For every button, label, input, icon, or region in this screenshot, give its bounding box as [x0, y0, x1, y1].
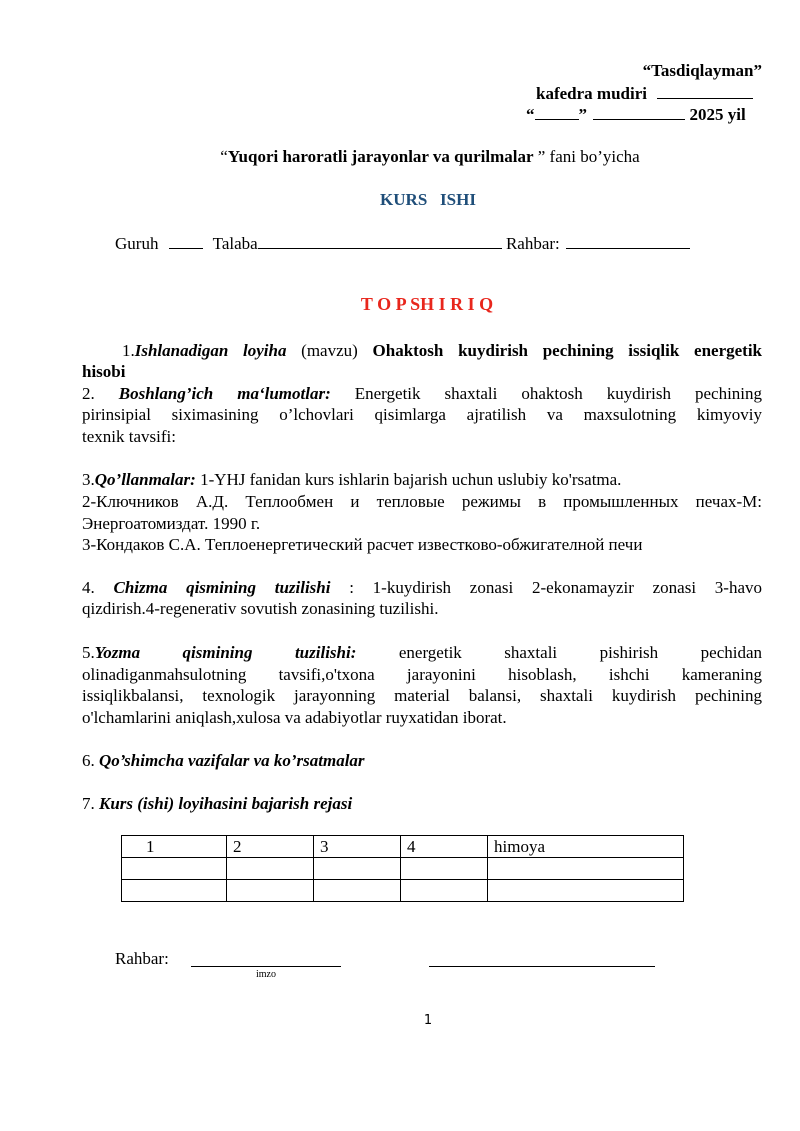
- item-4-text-1: : 1-kuydirish zonasi 2-ekonamayzir zonasi 3-havo: [330, 578, 763, 597]
- item-5-label: Yozma qismining tuzilishi:: [94, 643, 357, 662]
- item-4-number: 4.: [82, 578, 114, 597]
- plan-cell: [314, 880, 401, 902]
- plan-cell: [488, 880, 684, 902]
- plan-cell: [488, 858, 684, 880]
- plan-table: [121, 835, 684, 902]
- signature-line: [657, 84, 753, 99]
- item-7-label: Kurs (ishi) loyihasini bajarish rejasi: [99, 794, 353, 813]
- item-3-line-4: 3-Кондаков С.А. Теплоенергетический расчет известково-обжигателной печи: [82, 535, 643, 554]
- item-2-label: Boshlang’ich ma‘lumotlar:: [118, 384, 331, 403]
- page-number: 1: [423, 1013, 433, 1028]
- item-7-number: 7.: [82, 794, 99, 813]
- item-3-label: Qo’llanmalar:: [94, 470, 196, 489]
- item-4-line-2: qizdirish.4-regenerativ sovutish zonasining tuzilishi.: [82, 599, 439, 618]
- subject-name: Yuqori haroratli jarayonlar va qurilmalar: [227, 147, 534, 166]
- approval-date: [526, 104, 766, 125]
- item-4-line-1: [82, 577, 762, 598]
- approval-position: [536, 83, 762, 104]
- approval-position-text: kafedra mudiri: [536, 84, 647, 103]
- item-3-line-2: 2-Ключников А.Д. Теплообмен и тепловые режимы в промышленных печах-М:: [82, 492, 762, 511]
- item-2-line-3: texnik tavsifi:: [82, 427, 176, 446]
- date-close-quote: ”: [578, 105, 587, 124]
- item-2-text-1: Energetik shaxtali ohaktosh kuydirish pechining: [354, 384, 763, 403]
- plan-cell: [122, 880, 227, 902]
- signature-label: Rahbar:: [115, 949, 169, 968]
- subject-close: ” fani bo’yicha: [533, 147, 640, 166]
- item-5-line-1: [82, 642, 762, 663]
- student-label: Talaba: [212, 234, 258, 253]
- plan-header-cell: himoya: [488, 836, 684, 858]
- item-1-number: 1.: [122, 341, 135, 360]
- item-2-number: 2.: [82, 384, 119, 403]
- table-row: [122, 858, 684, 880]
- supervisor-label: Rahbar:: [505, 234, 560, 253]
- plan-cell: [122, 858, 227, 880]
- plan-cell: [227, 858, 314, 880]
- date-open-quote: “: [526, 105, 535, 124]
- item-3-line-1: [82, 469, 762, 490]
- approval-title: “Tasdiqlayman”: [642, 61, 762, 80]
- item-3-number: 3.: [82, 470, 95, 489]
- plan-header-cell: 2: [227, 836, 314, 858]
- item-1-line-2: hisobi: [82, 362, 126, 381]
- item-5-number: 5.: [82, 643, 95, 662]
- item-2-line-1: [82, 383, 762, 404]
- plan-header-cell: 4: [401, 836, 488, 858]
- item-3-line-3: Энергоатомиздат. 1990 г.: [82, 514, 261, 533]
- plan-cell: [401, 880, 488, 902]
- subject-open-quote: “: [220, 147, 228, 166]
- assignment-title: T O P SH I R I Q: [360, 294, 494, 314]
- year: 2025: [689, 105, 724, 124]
- item-1-paren: (mavzu): [286, 341, 373, 360]
- subject-line: [0, 146, 800, 167]
- group-label: Guruh: [115, 234, 159, 253]
- signature-line: [191, 966, 341, 967]
- item-5-line-3: issiqlikbalansi, texnologik jarayonning material balansi, shaxtali kuydirish pechining: [82, 686, 762, 705]
- plan-cell: [401, 858, 488, 880]
- item-6: [82, 750, 762, 771]
- student-info-row: [115, 233, 735, 254]
- item-4-label: Chizma qismining tuzilishi: [113, 578, 331, 597]
- group-line: [169, 234, 203, 249]
- supervisor-line: [566, 234, 690, 249]
- plan-header-cell: 3: [314, 836, 401, 858]
- item-7: [82, 793, 762, 814]
- kurs-ishi-title: KURS ISHI: [380, 190, 476, 209]
- day-line: [535, 105, 579, 120]
- item-6-label: Qo’shimcha vazifalar va ko’rsatmalar: [99, 751, 365, 770]
- plan-table-header-row: [122, 836, 684, 858]
- item-1-line-1: [82, 340, 762, 361]
- item-5-line-4: o'lchamlarini aniqlash,xulosa va adabiyotlar ruyxatidan iborat.: [82, 708, 507, 727]
- year-suffix: yil: [727, 105, 746, 124]
- item-1-label: Ishlanadigan loyiha: [134, 341, 287, 360]
- item-6-number: 6.: [82, 751, 99, 770]
- signature-caption: imzo: [256, 969, 276, 980]
- plan-cell: [314, 858, 401, 880]
- item-1-topic: Ohaktosh kuydirish pechining issiqlik energetik: [372, 341, 762, 360]
- item-5-text-1: energetik shaxtali pishirish pechidan: [398, 643, 763, 662]
- month-line: [593, 105, 685, 120]
- name-line: [429, 966, 655, 967]
- plan-header-cell: 1: [122, 836, 227, 858]
- item-3-text-1: 1-YHJ fanidan kurs ishlarin bajarish uchun uslubiy ko'rsatma.: [195, 470, 622, 489]
- item-2-line-2: pirinsipial siximasining o’lchovlari qisimlarga ajratilish va maxsulotning kimyoviy: [82, 405, 762, 424]
- student-line: [258, 234, 502, 249]
- table-row: [122, 880, 684, 902]
- plan-cell: [227, 880, 314, 902]
- item-5-line-2: olinadiganmahsulotning tavsifi,o'txona jarayonini hisoblash, ishchi kameraning: [82, 665, 762, 684]
